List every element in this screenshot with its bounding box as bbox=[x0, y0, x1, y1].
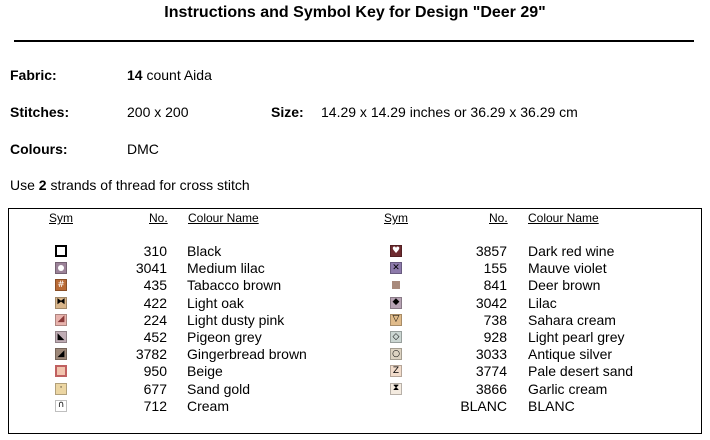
stitches-label: Stitches: bbox=[10, 104, 70, 120]
header-sym-left: Sym bbox=[49, 211, 73, 225]
colour-name: Pale desert sand bbox=[528, 363, 634, 380]
symbol-glyph: # bbox=[57, 279, 65, 290]
z-icon bbox=[390, 365, 402, 377]
symbol-glyph: ◣ bbox=[57, 331, 65, 342]
colour-name: Light oak bbox=[187, 294, 244, 311]
circle-icon bbox=[55, 262, 67, 274]
header-name-left: Colour Name bbox=[188, 211, 259, 225]
colour-number: 452 bbox=[143, 329, 167, 345]
symbol-glyph: ○ bbox=[392, 348, 400, 359]
circle-open-icon bbox=[390, 348, 402, 360]
colour-name: Medium lilac bbox=[187, 260, 265, 277]
colour-name: Gingerbread brown bbox=[187, 346, 307, 363]
symbol-glyph: · bbox=[59, 383, 63, 394]
colour-name: Light dusty pink bbox=[187, 311, 285, 328]
colour-number: 3041 bbox=[135, 260, 167, 277]
size-label: Size: bbox=[271, 104, 304, 120]
triangle-icon bbox=[55, 314, 67, 326]
colour-number: 677 bbox=[143, 380, 167, 397]
colour-name: Beige bbox=[187, 363, 223, 380]
colour-name: Black bbox=[187, 243, 222, 259]
colour-number: 155 bbox=[483, 260, 507, 277]
open-square-icon bbox=[55, 245, 67, 257]
symbol-glyph: ⧗ bbox=[392, 383, 400, 394]
colour-name: Mauve violet bbox=[528, 260, 607, 277]
blank-icon bbox=[390, 400, 402, 412]
symbol-glyph: ⧓ bbox=[56, 297, 66, 308]
triangle-icon bbox=[55, 331, 67, 343]
arch-icon bbox=[55, 400, 67, 412]
strands-pre: Use bbox=[10, 177, 35, 193]
diamond-open-icon bbox=[390, 331, 402, 343]
symbol-glyph: ◆ bbox=[392, 297, 400, 308]
header-name-right: Colour Name bbox=[528, 211, 599, 225]
colour-name: BLANC bbox=[528, 397, 575, 414]
symbol-glyph: ∩ bbox=[57, 400, 65, 411]
fabric-value bbox=[127, 67, 212, 83]
symbol-glyph: ▽ bbox=[392, 314, 400, 325]
colour-number: 224 bbox=[143, 311, 167, 328]
colour-name: Pigeon grey bbox=[187, 329, 262, 345]
colour-name: Sand gold bbox=[187, 380, 251, 397]
colour-number: 3042 bbox=[475, 294, 507, 311]
fabric-count: 14 bbox=[127, 67, 143, 83]
fabric-type: count Aida bbox=[146, 67, 212, 83]
colour-number: 928 bbox=[483, 329, 507, 345]
colour-name: Tabacco brown bbox=[187, 277, 282, 294]
colour-name: Light pearl grey bbox=[528, 329, 625, 345]
colour-number: 3866 bbox=[475, 380, 507, 397]
header-no-right: No. bbox=[489, 211, 508, 225]
circle-mark bbox=[58, 265, 64, 271]
hourglass-icon bbox=[390, 383, 402, 395]
bowtie-icon bbox=[55, 297, 67, 309]
colour-name: Antique silver bbox=[528, 346, 613, 363]
page-title: Instructions and Symbol Key for Design "Deer 29" bbox=[164, 4, 546, 21]
size-value: 14.29 x 14.29 inches or 36.29 x 36.29 cm bbox=[321, 104, 578, 120]
symbol-glyph: ♥ bbox=[391, 245, 401, 256]
colour-number: 310 bbox=[143, 243, 167, 259]
header-sym-right: Sym bbox=[384, 211, 408, 225]
colour-name: Garlic cream bbox=[528, 380, 608, 397]
colour-name: Sahara cream bbox=[528, 311, 616, 328]
symbol-glyph: ◢ bbox=[57, 348, 65, 359]
stitches-value: 200 x 200 bbox=[127, 104, 189, 120]
hash-icon bbox=[55, 279, 67, 291]
diamond-icon bbox=[390, 297, 402, 309]
strands-post: strands of thread for cross stitch bbox=[50, 177, 250, 193]
header-no-left: No. bbox=[149, 211, 168, 225]
heart-icon bbox=[390, 245, 402, 257]
open-square-icon bbox=[55, 365, 67, 377]
cross-icon bbox=[390, 262, 402, 274]
colour-number: 712 bbox=[143, 397, 167, 414]
colour-name: Cream bbox=[187, 397, 230, 414]
colour-number: 841 bbox=[483, 277, 507, 294]
colours-label: Colours: bbox=[10, 141, 68, 157]
symbol-glyph: ◇ bbox=[392, 331, 400, 342]
colour-number: 950 bbox=[143, 363, 167, 380]
colour-number: 422 bbox=[143, 294, 167, 311]
colour-number: 3033 bbox=[475, 346, 507, 363]
colour-name: Deer brown bbox=[528, 277, 601, 294]
open-square-icon bbox=[390, 279, 402, 291]
colour-number: 3857 bbox=[475, 243, 507, 259]
strands-instruction bbox=[10, 177, 250, 193]
colour-number: 738 bbox=[483, 311, 507, 328]
fabric-label: Fabric: bbox=[10, 67, 57, 83]
triangle-down-icon bbox=[390, 314, 402, 326]
dot-icon bbox=[55, 383, 67, 395]
colour-number: 3782 bbox=[135, 346, 167, 363]
strands-count: 2 bbox=[38, 177, 47, 193]
symbol-glyph: ✕ bbox=[392, 262, 400, 273]
symbol-glyph: Z bbox=[392, 365, 400, 376]
triangle-icon bbox=[55, 348, 67, 360]
colour-number: BLANC bbox=[460, 397, 507, 414]
symbol-glyph: ◢ bbox=[57, 314, 65, 325]
colour-number: 435 bbox=[143, 277, 167, 294]
colours-value: DMC bbox=[127, 141, 159, 157]
colour-name: Lilac bbox=[528, 294, 557, 311]
colour-name: Dark red wine bbox=[528, 243, 615, 259]
title-rule bbox=[14, 40, 694, 42]
colour-number: 3774 bbox=[475, 363, 507, 380]
